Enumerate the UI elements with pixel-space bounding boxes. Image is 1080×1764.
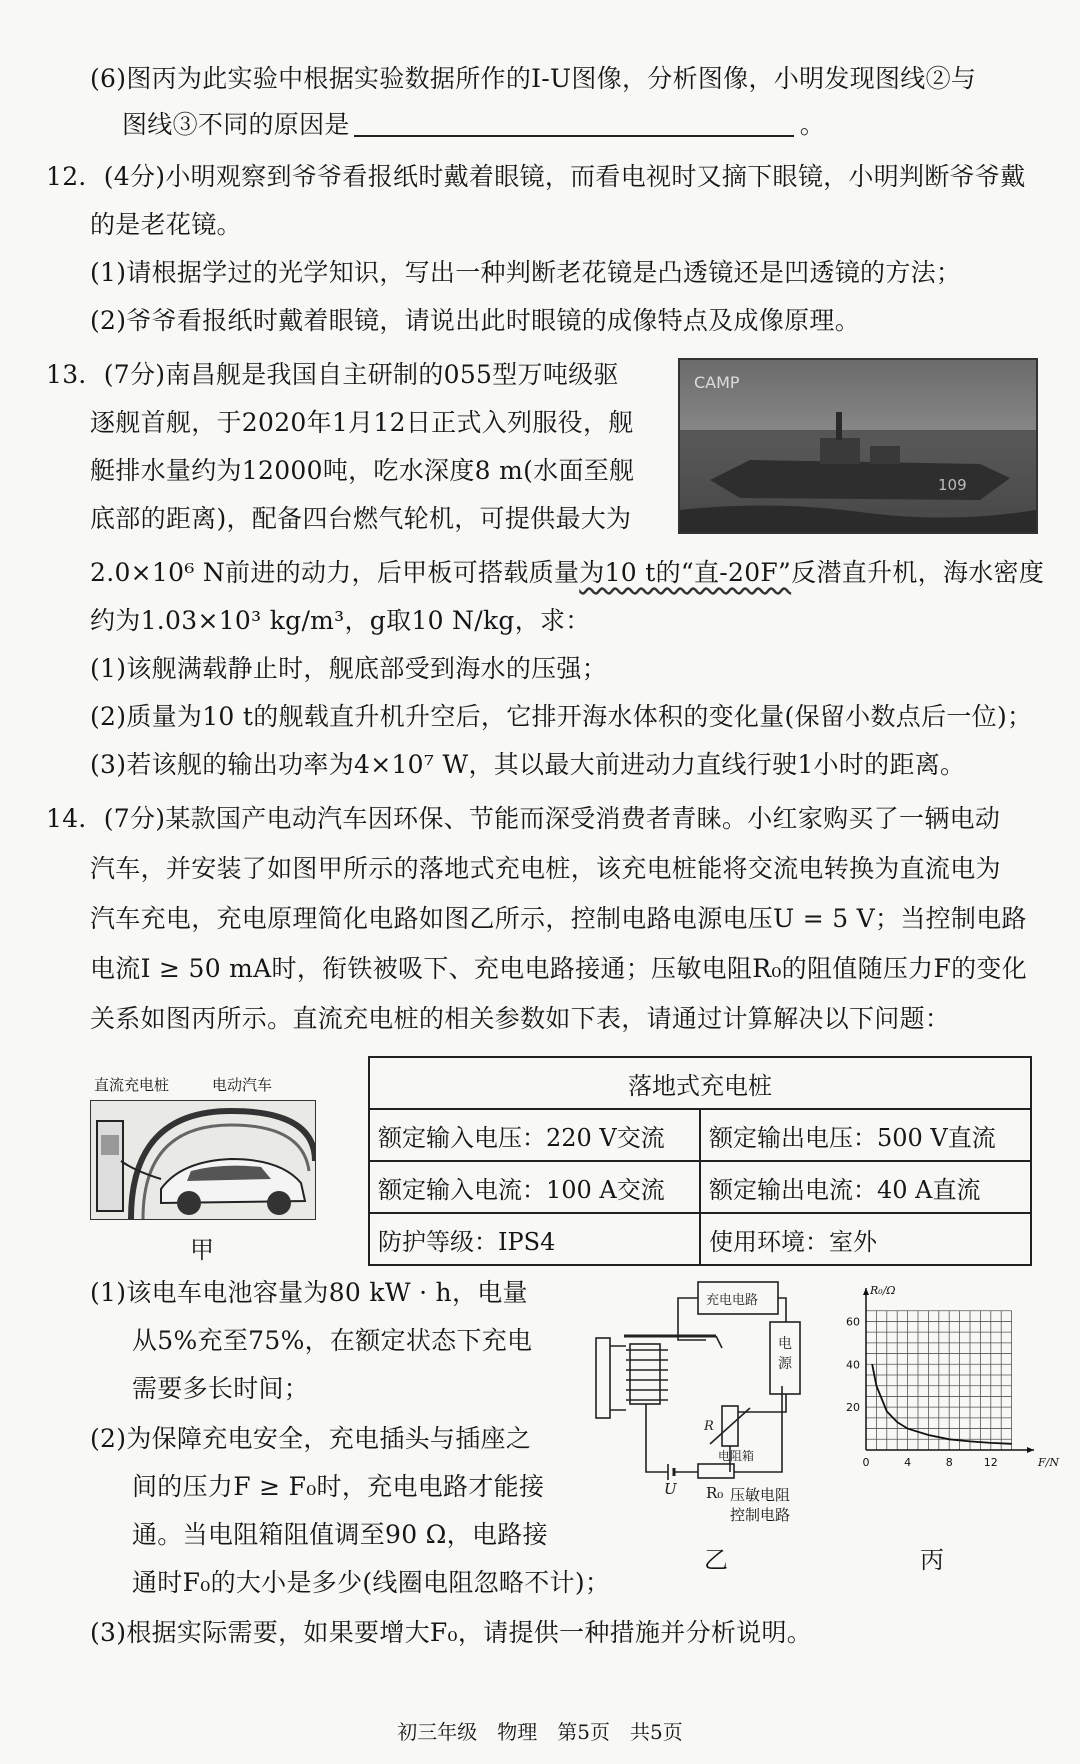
table-cell: 额定输出电流：40 A直流 xyxy=(700,1161,1031,1213)
x-tick-label: 12 xyxy=(983,1456,998,1469)
destroyer-photo xyxy=(678,358,1038,534)
q13-line5-a: 2.0×10⁶ N前进的动力，后甲板可搭载质量 xyxy=(90,558,580,587)
q14-part2-l2: 间的压力F ≥ F₀时，充电电路才能接 xyxy=(132,1472,545,1501)
q13-line3: 艇排水量约为12000吨，吃水深度8 m(水面至舰 xyxy=(90,456,635,485)
q14-part1-l1: (1)该电车电池容量为80 kW · h，电量 xyxy=(90,1278,528,1307)
table-cell: 额定输出电压：500 V直流 xyxy=(700,1109,1031,1161)
q14-part1-l3: 需要多长时间； xyxy=(132,1374,310,1403)
y-axis-label: R₀/Ω xyxy=(870,1284,896,1297)
q13-line1: 13．(7分)南昌舰是我国自主研制的055型万吨级驱 xyxy=(46,360,619,389)
ship-image xyxy=(680,360,1036,532)
x-tick-label: 0 xyxy=(862,1456,870,1469)
ev-charging-photo xyxy=(90,1100,316,1220)
x-tick-label: 8 xyxy=(945,1456,953,1469)
q11-part6-line2 xyxy=(122,108,825,142)
table-row xyxy=(369,1213,1031,1265)
q14-part1-l2: 从5%充至75%，在额定状态下充电 xyxy=(132,1326,533,1355)
control-circuit-label: 控制电路 xyxy=(730,1506,791,1524)
photo-watermark: CAMP xyxy=(694,373,740,392)
table-row xyxy=(369,1161,1031,1213)
q13-line6: 约为1.03×10³ kg/m³，g取10 N/kg，求： xyxy=(90,606,591,635)
q12-line2: 的是老花镜。 xyxy=(90,210,242,239)
u-label: U xyxy=(664,1480,677,1498)
q12-line1: 12．(4分)小明观察到爷爷看报纸时戴着眼镜，而看电视时又摘下眼镜，小明判断爷爷戴 xyxy=(46,162,1026,191)
table-cell: 额定输入电压：220 V交流 xyxy=(369,1109,700,1161)
q13-part1: (1)该舰满载静止时，舰底部受到海水的压强； xyxy=(90,654,608,683)
q14-line1: 14．(7分)某款国产电动汽车因环保、节能而深受消费者青睐。小红家购买了一辆电动 xyxy=(46,804,1001,833)
r0-force-chart xyxy=(832,1282,1062,1482)
q12-part1: (1)请根据学过的光学知识，写出一种判断老花镜是凸透镜还是凹透镜的方法； xyxy=(90,258,962,287)
x-axis-label: F/N xyxy=(1038,1456,1059,1469)
x-tick-label: 4 xyxy=(904,1456,912,1469)
q11-part6-end: 。 xyxy=(799,110,826,139)
x-axis-arrow xyxy=(1027,1447,1034,1453)
y-tick-label: 40 xyxy=(846,1358,860,1372)
q13-line5-c: 反潜直升机，海水密度 xyxy=(791,558,1045,587)
q13-part3: (3)若该舰的输出功率为4×10⁷ W，其以最大前进动力直线行驶1小时的距离。 xyxy=(90,750,966,779)
caption-jia: 甲 xyxy=(190,1236,214,1264)
q14-line3: 汽车充电，充电原理简化电路如图乙所示，控制电路电源电压U = 5 V；当控制电路 xyxy=(90,904,1027,933)
label-charger: 直流充电桩 xyxy=(94,1076,170,1094)
q14-part2-l3: 通。当电阻箱阻值调至90 Ω，电路接 xyxy=(132,1520,548,1549)
q14-part2-l4: 通时F₀的大小是多少(线圈电阻忽略不计)； xyxy=(132,1568,611,1597)
q14-line5: 关系如图丙所示。直流充电桩的相关参数如下表，请通过计算解决以下问题： xyxy=(90,1004,951,1033)
y-tick-label: 60 xyxy=(846,1315,860,1329)
charger-spec-table xyxy=(368,1056,1032,1266)
r0-label: R₀ xyxy=(706,1484,724,1502)
relay-circuit-diagram xyxy=(586,1276,810,1482)
q14-line4: 电流I ≥ 50 mA时，衔铁被吸下、充电电路接通；压敏电阻R₀的阻值随压力F的变化 xyxy=(90,954,1028,983)
q13-line2: 逐舰首舰，于2020年1月12日正式入列服役，舰 xyxy=(90,408,634,437)
resistor-r-label: R xyxy=(704,1419,714,1434)
ev-image xyxy=(91,1101,315,1219)
q14-part3: (3)根据实际需要，如果要增大F₀，请提供一种措施并分析说明。 xyxy=(90,1618,813,1647)
q13-line4: 底部的距离)，配备四台燃气轮机，可提供最大为 xyxy=(90,504,632,533)
electromagnet-core xyxy=(630,1344,660,1404)
piezo-label: 压敏电阻 xyxy=(730,1486,791,1504)
answer-blank xyxy=(354,111,794,137)
caption-bing: 丙 xyxy=(920,1546,944,1574)
caption-yi: 乙 xyxy=(704,1546,728,1574)
q11-part6-line1: (6)图丙为此实验中根据实验数据所作的I-U图像，分析图像，小明发现图线②与 xyxy=(90,64,977,93)
q13-line5 xyxy=(90,556,1044,590)
y-axis-arrow xyxy=(863,1288,869,1295)
q13-underlined: 为10 t的“直-20F” xyxy=(579,558,792,587)
power-label-1: 电 xyxy=(778,1336,792,1352)
table-row xyxy=(369,1109,1031,1161)
y-tick-label: 20 xyxy=(846,1401,860,1415)
table-title: 落地式充电桩 xyxy=(369,1057,1031,1109)
table-cell: 额定输入电流：100 A交流 xyxy=(369,1161,700,1213)
q13-part2: (2)质量为10 t的舰载直升机升空后，它排开海水体积的变化量(保留小数点后一位)； xyxy=(90,702,1033,731)
q14-part2-l1: (2)为保障充电安全，充电插头与插座之 xyxy=(90,1424,532,1453)
table-cell: 使用环境：室外 xyxy=(700,1213,1031,1265)
charging-circuit-label: 充电电路 xyxy=(706,1293,759,1308)
q12-part2: (2)爷爷看报纸时戴着眼镜，请说出此时眼镜的成像特点及成像原理。 xyxy=(90,306,861,335)
table-cell: 防护等级：IPS4 xyxy=(369,1213,700,1265)
power-label-2: 源 xyxy=(778,1356,792,1372)
label-car: 电动汽车 xyxy=(212,1076,273,1094)
hull-number: 109 xyxy=(938,476,967,494)
q14-line2: 汽车，并安装了如图甲所示的落地式充电桩，该充电桩能将交流电转换为直流电为 xyxy=(90,854,1001,883)
resistor-box-label: 电阻箱 xyxy=(718,1449,755,1463)
q11-part6-text: 图线③不同的原因是 xyxy=(122,110,350,139)
page-footer: 初三年级 物理 第5页 共5页 xyxy=(397,1720,683,1744)
